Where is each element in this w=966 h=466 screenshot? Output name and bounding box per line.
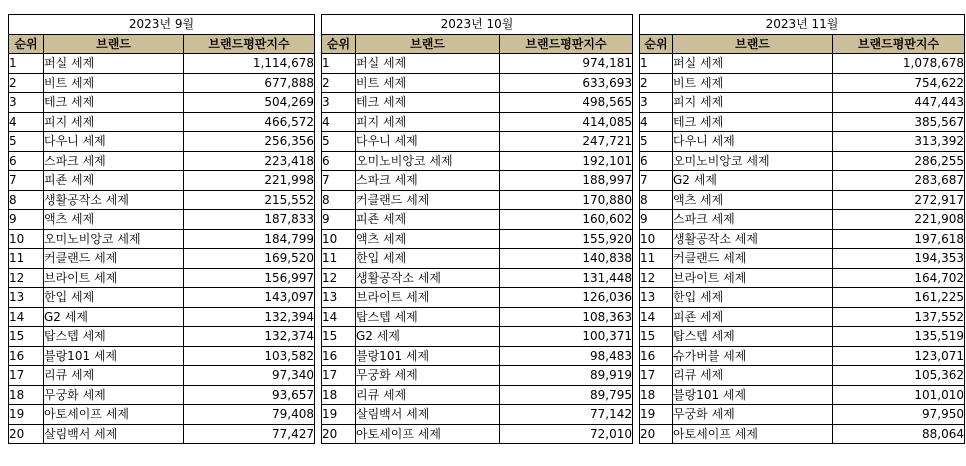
score-cell: 160,602 [500, 210, 633, 230]
score-cell: 79,408 [184, 405, 315, 425]
brand-cell: G2 세제 [673, 171, 833, 191]
brand-cell: 비트 세제 [356, 73, 500, 93]
rank-cell: 19 [640, 405, 673, 425]
brand-cell: 액츠 세제 [673, 190, 833, 210]
table-row [640, 424, 965, 444]
score-cell: 140,838 [500, 249, 633, 269]
table-row [9, 366, 315, 386]
table-row [322, 268, 633, 288]
score-cell: 677,888 [184, 73, 315, 93]
brand-cell: 리큐 세제 [356, 385, 500, 405]
score-cell: 313,392 [833, 132, 965, 152]
rank-header: 순위 [9, 34, 44, 54]
rank-cell: 18 [9, 385, 44, 405]
rank-cell: 13 [322, 288, 356, 308]
brand-cell: 브라이트 세제 [356, 288, 500, 308]
score-cell: 100,371 [500, 327, 633, 347]
rank-cell: 17 [322, 366, 356, 386]
score-cell: 123,071 [833, 346, 965, 366]
table-row [322, 171, 633, 191]
table-row [322, 132, 633, 152]
rank-cell: 20 [640, 424, 673, 444]
rank-cell: 1 [322, 54, 356, 74]
rank-cell: 20 [9, 424, 44, 444]
rank-cell: 16 [9, 346, 44, 366]
score-cell: 498,565 [500, 93, 633, 113]
rank-cell: 8 [640, 190, 673, 210]
brand-cell: 생활공작소 세제 [44, 190, 184, 210]
score-cell: 97,950 [833, 405, 965, 425]
score-cell: 215,552 [184, 190, 315, 210]
brand-cell: 블랑101 세제 [44, 346, 184, 366]
score-cell: 88,064 [833, 424, 965, 444]
rank-cell: 2 [9, 73, 44, 93]
month-table-november [639, 14, 965, 444]
brand-cell: 블랑101 세제 [673, 385, 833, 405]
rank-cell: 9 [640, 210, 673, 230]
brand-cell: 테크 세제 [673, 112, 833, 132]
brand-cell: 테크 세제 [356, 93, 500, 113]
score-cell: 98,483 [500, 346, 633, 366]
score-cell: 184,799 [184, 229, 315, 249]
rank-cell: 18 [322, 385, 356, 405]
score-cell: 97,340 [184, 366, 315, 386]
score-cell: 504,269 [184, 93, 315, 113]
brand-cell: 스파크 세제 [356, 171, 500, 191]
month-table-october [321, 14, 633, 444]
rank-cell: 5 [9, 132, 44, 152]
score-cell: 414,085 [500, 112, 633, 132]
score-cell: 974,181 [500, 54, 633, 74]
rank-cell: 17 [9, 366, 44, 386]
rank-cell: 16 [640, 346, 673, 366]
table-row [322, 424, 633, 444]
score-header: 브랜드평판지수 [500, 34, 633, 54]
score-cell: 89,795 [500, 385, 633, 405]
brand-cell: G2 세제 [44, 307, 184, 327]
score-cell: 164,702 [833, 268, 965, 288]
rank-cell: 14 [322, 307, 356, 327]
table-row [9, 112, 315, 132]
score-cell: 1,078,678 [833, 54, 965, 74]
score-cell: 77,142 [500, 405, 633, 425]
rank-cell: 15 [322, 327, 356, 347]
table-row [640, 288, 965, 308]
table-row [9, 190, 315, 210]
rank-cell: 11 [322, 249, 356, 269]
table-row [322, 249, 633, 269]
rank-cell: 17 [640, 366, 673, 386]
score-cell: 754,622 [833, 73, 965, 93]
rank-cell: 4 [640, 112, 673, 132]
table-row [322, 54, 633, 74]
table-row [9, 288, 315, 308]
table-row [9, 151, 315, 171]
score-cell: 466,572 [184, 112, 315, 132]
brand-cell: 한입 세제 [44, 288, 184, 308]
score-cell: 188,997 [500, 171, 633, 191]
brand-header: 브랜드 [356, 34, 500, 54]
score-cell: 192,101 [500, 151, 633, 171]
brand-cell: 무궁화 세제 [673, 405, 833, 425]
table-row [640, 249, 965, 269]
table-row [640, 366, 965, 386]
rank-cell: 8 [9, 190, 44, 210]
brand-cell: 오미노비앙코 세제 [44, 229, 184, 249]
table-row [322, 327, 633, 347]
rank-cell: 1 [9, 54, 44, 74]
score-cell: 108,363 [500, 307, 633, 327]
score-cell: 135,519 [833, 327, 965, 347]
brand-cell: 살림백서 세제 [44, 424, 184, 444]
brand-cell: 다우니 세제 [673, 132, 833, 152]
score-cell: 1,114,678 [184, 54, 315, 74]
brand-cell: 액츠 세제 [356, 229, 500, 249]
brand-cell: 탑스텝 세제 [44, 327, 184, 347]
score-cell: 156,997 [184, 268, 315, 288]
table-row [9, 73, 315, 93]
table-row [640, 385, 965, 405]
table-row [640, 54, 965, 74]
score-cell: 93,657 [184, 385, 315, 405]
rank-cell: 9 [9, 210, 44, 230]
rank-cell: 19 [322, 405, 356, 425]
brand-reputation-tables [8, 14, 965, 444]
rank-cell: 15 [9, 327, 44, 347]
score-cell: 272,917 [833, 190, 965, 210]
score-cell: 101,010 [833, 385, 965, 405]
score-cell: 283,687 [833, 171, 965, 191]
rank-cell: 12 [9, 268, 44, 288]
score-cell: 155,920 [500, 229, 633, 249]
month-title: 2023년 11월 [640, 15, 965, 35]
table-row [640, 327, 965, 347]
brand-cell: 퍼실 세제 [673, 54, 833, 74]
rank-cell: 2 [322, 73, 356, 93]
brand-cell: 생활공작소 세제 [673, 229, 833, 249]
rank-cell: 12 [322, 268, 356, 288]
rank-cell: 4 [322, 112, 356, 132]
rank-cell: 10 [9, 229, 44, 249]
brand-cell: 무궁화 세제 [44, 385, 184, 405]
brand-cell: 브라이트 세제 [673, 268, 833, 288]
brand-cell: 피죤 세제 [44, 171, 184, 191]
brand-cell: 탑스텝 세제 [673, 327, 833, 347]
table-row [9, 405, 315, 425]
brand-cell: 한입 세제 [673, 288, 833, 308]
rank-cell: 7 [322, 171, 356, 191]
brand-cell: 리큐 세제 [673, 366, 833, 386]
rank-cell: 20 [322, 424, 356, 444]
table-row [9, 171, 315, 191]
table-row [9, 210, 315, 230]
table-row [322, 346, 633, 366]
rank-cell: 3 [640, 93, 673, 113]
rank-cell: 11 [640, 249, 673, 269]
rank-cell: 14 [9, 307, 44, 327]
score-cell: 223,418 [184, 151, 315, 171]
brand-cell: 커클랜드 세제 [356, 190, 500, 210]
brand-cell: 아토세이프 세제 [673, 424, 833, 444]
table-body [9, 54, 315, 444]
rank-cell: 10 [640, 229, 673, 249]
month-table-september [8, 14, 315, 444]
table-row [322, 93, 633, 113]
table-row [9, 93, 315, 113]
brand-cell: 퍼실 세제 [356, 54, 500, 74]
table-row [640, 210, 965, 230]
score-cell: 72,010 [500, 424, 633, 444]
month-title: 2023년 9월 [9, 15, 315, 35]
table-row [322, 229, 633, 249]
brand-cell: 커클랜드 세제 [44, 249, 184, 269]
rank-cell: 6 [322, 151, 356, 171]
rank-header: 순위 [322, 34, 356, 54]
brand-cell: 브라이트 세제 [44, 268, 184, 288]
table-row [9, 132, 315, 152]
rank-cell: 16 [322, 346, 356, 366]
brand-cell: G2 세제 [356, 327, 500, 347]
brand-cell: 비트 세제 [44, 73, 184, 93]
score-cell: 197,618 [833, 229, 965, 249]
brand-cell: 커클랜드 세제 [673, 249, 833, 269]
score-cell: 247,721 [500, 132, 633, 152]
table-row [640, 112, 965, 132]
score-cell: 89,919 [500, 366, 633, 386]
brand-cell: 다우니 세제 [44, 132, 184, 152]
score-cell: 132,374 [184, 327, 315, 347]
table-row [322, 210, 633, 230]
table-row [640, 151, 965, 171]
score-cell: 221,998 [184, 171, 315, 191]
score-cell: 132,394 [184, 307, 315, 327]
rank-cell: 15 [640, 327, 673, 347]
rank-cell: 1 [640, 54, 673, 74]
table-row [640, 171, 965, 191]
table-row [9, 327, 315, 347]
score-cell: 169,520 [184, 249, 315, 269]
table-row [9, 54, 315, 74]
table-row [640, 190, 965, 210]
brand-cell: 탑스텝 세제 [356, 307, 500, 327]
brand-cell: 오미노비앙코 세제 [673, 151, 833, 171]
rank-cell: 6 [640, 151, 673, 171]
month-title: 2023년 10월 [322, 15, 633, 35]
score-cell: 187,833 [184, 210, 315, 230]
table-row [640, 132, 965, 152]
score-cell: 126,036 [500, 288, 633, 308]
score-cell: 143,097 [184, 288, 315, 308]
brand-cell: 한입 세제 [356, 249, 500, 269]
table-row [640, 268, 965, 288]
rank-cell: 3 [9, 93, 44, 113]
rank-cell: 5 [640, 132, 673, 152]
table-row [9, 424, 315, 444]
table-row [640, 307, 965, 327]
table-row [640, 346, 965, 366]
brand-cell: 무궁화 세제 [356, 366, 500, 386]
rank-cell: 7 [640, 171, 673, 191]
brand-cell: 아토세이프 세제 [356, 424, 500, 444]
brand-cell: 피지 세제 [673, 93, 833, 113]
score-cell: 286,255 [833, 151, 965, 171]
table-row [322, 307, 633, 327]
score-cell: 105,362 [833, 366, 965, 386]
table-row [322, 405, 633, 425]
score-header: 브랜드평판지수 [184, 34, 315, 54]
brand-cell: 테크 세제 [44, 93, 184, 113]
brand-cell: 생활공작소 세제 [356, 268, 500, 288]
score-cell: 170,880 [500, 190, 633, 210]
brand-cell: 비트 세제 [673, 73, 833, 93]
table-row [322, 288, 633, 308]
table-body [322, 54, 633, 444]
brand-header: 브랜드 [44, 34, 184, 54]
score-header: 브랜드평판지수 [833, 34, 965, 54]
score-cell: 137,552 [833, 307, 965, 327]
rank-cell: 10 [322, 229, 356, 249]
score-cell: 385,567 [833, 112, 965, 132]
score-cell: 633,693 [500, 73, 633, 93]
table-row [322, 190, 633, 210]
rank-cell: 3 [322, 93, 356, 113]
rank-cell: 8 [322, 190, 356, 210]
table-row [640, 229, 965, 249]
rank-cell: 12 [640, 268, 673, 288]
brand-cell: 블랑101 세제 [356, 346, 500, 366]
rank-cell: 11 [9, 249, 44, 269]
score-cell: 447,443 [833, 93, 965, 113]
brand-cell: 오미노비앙코 세제 [356, 151, 500, 171]
brand-header: 브랜드 [673, 34, 833, 54]
brand-cell: 리큐 세제 [44, 366, 184, 386]
table-row [322, 366, 633, 386]
rank-cell: 13 [9, 288, 44, 308]
rank-cell: 18 [640, 385, 673, 405]
rank-cell: 7 [9, 171, 44, 191]
brand-cell: 다우니 세제 [356, 132, 500, 152]
rank-cell: 5 [322, 132, 356, 152]
table-row [322, 112, 633, 132]
rank-cell: 19 [9, 405, 44, 425]
brand-cell: 피지 세제 [44, 112, 184, 132]
table-row [9, 307, 315, 327]
table-row [322, 151, 633, 171]
table-row [322, 73, 633, 93]
brand-cell: 스파크 세제 [673, 210, 833, 230]
score-cell: 256,356 [184, 132, 315, 152]
table-row [9, 268, 315, 288]
table-row [640, 73, 965, 93]
table-row [9, 249, 315, 269]
rank-cell: 9 [322, 210, 356, 230]
brand-cell: 피죤 세제 [673, 307, 833, 327]
table-row [9, 385, 315, 405]
score-cell: 77,427 [184, 424, 315, 444]
brand-cell: 피지 세제 [356, 112, 500, 132]
table-row [640, 405, 965, 425]
rank-cell: 4 [9, 112, 44, 132]
score-cell: 221,908 [833, 210, 965, 230]
rank-cell: 14 [640, 307, 673, 327]
score-cell: 103,582 [184, 346, 315, 366]
score-cell: 161,225 [833, 288, 965, 308]
brand-cell: 액츠 세제 [44, 210, 184, 230]
table-row [640, 93, 965, 113]
table-row [9, 229, 315, 249]
table-body [640, 54, 965, 444]
brand-cell: 살림백서 세제 [356, 405, 500, 425]
brand-cell: 슈가버블 세제 [673, 346, 833, 366]
score-cell: 194,353 [833, 249, 965, 269]
brand-cell: 스파크 세제 [44, 151, 184, 171]
brand-cell: 아토세이프 세제 [44, 405, 184, 425]
rank-cell: 13 [640, 288, 673, 308]
score-cell: 131,448 [500, 268, 633, 288]
table-row [9, 346, 315, 366]
brand-cell: 퍼실 세제 [44, 54, 184, 74]
brand-cell: 피죤 세제 [356, 210, 500, 230]
rank-header: 순위 [640, 34, 673, 54]
table-row [322, 385, 633, 405]
rank-cell: 2 [640, 73, 673, 93]
rank-cell: 6 [9, 151, 44, 171]
